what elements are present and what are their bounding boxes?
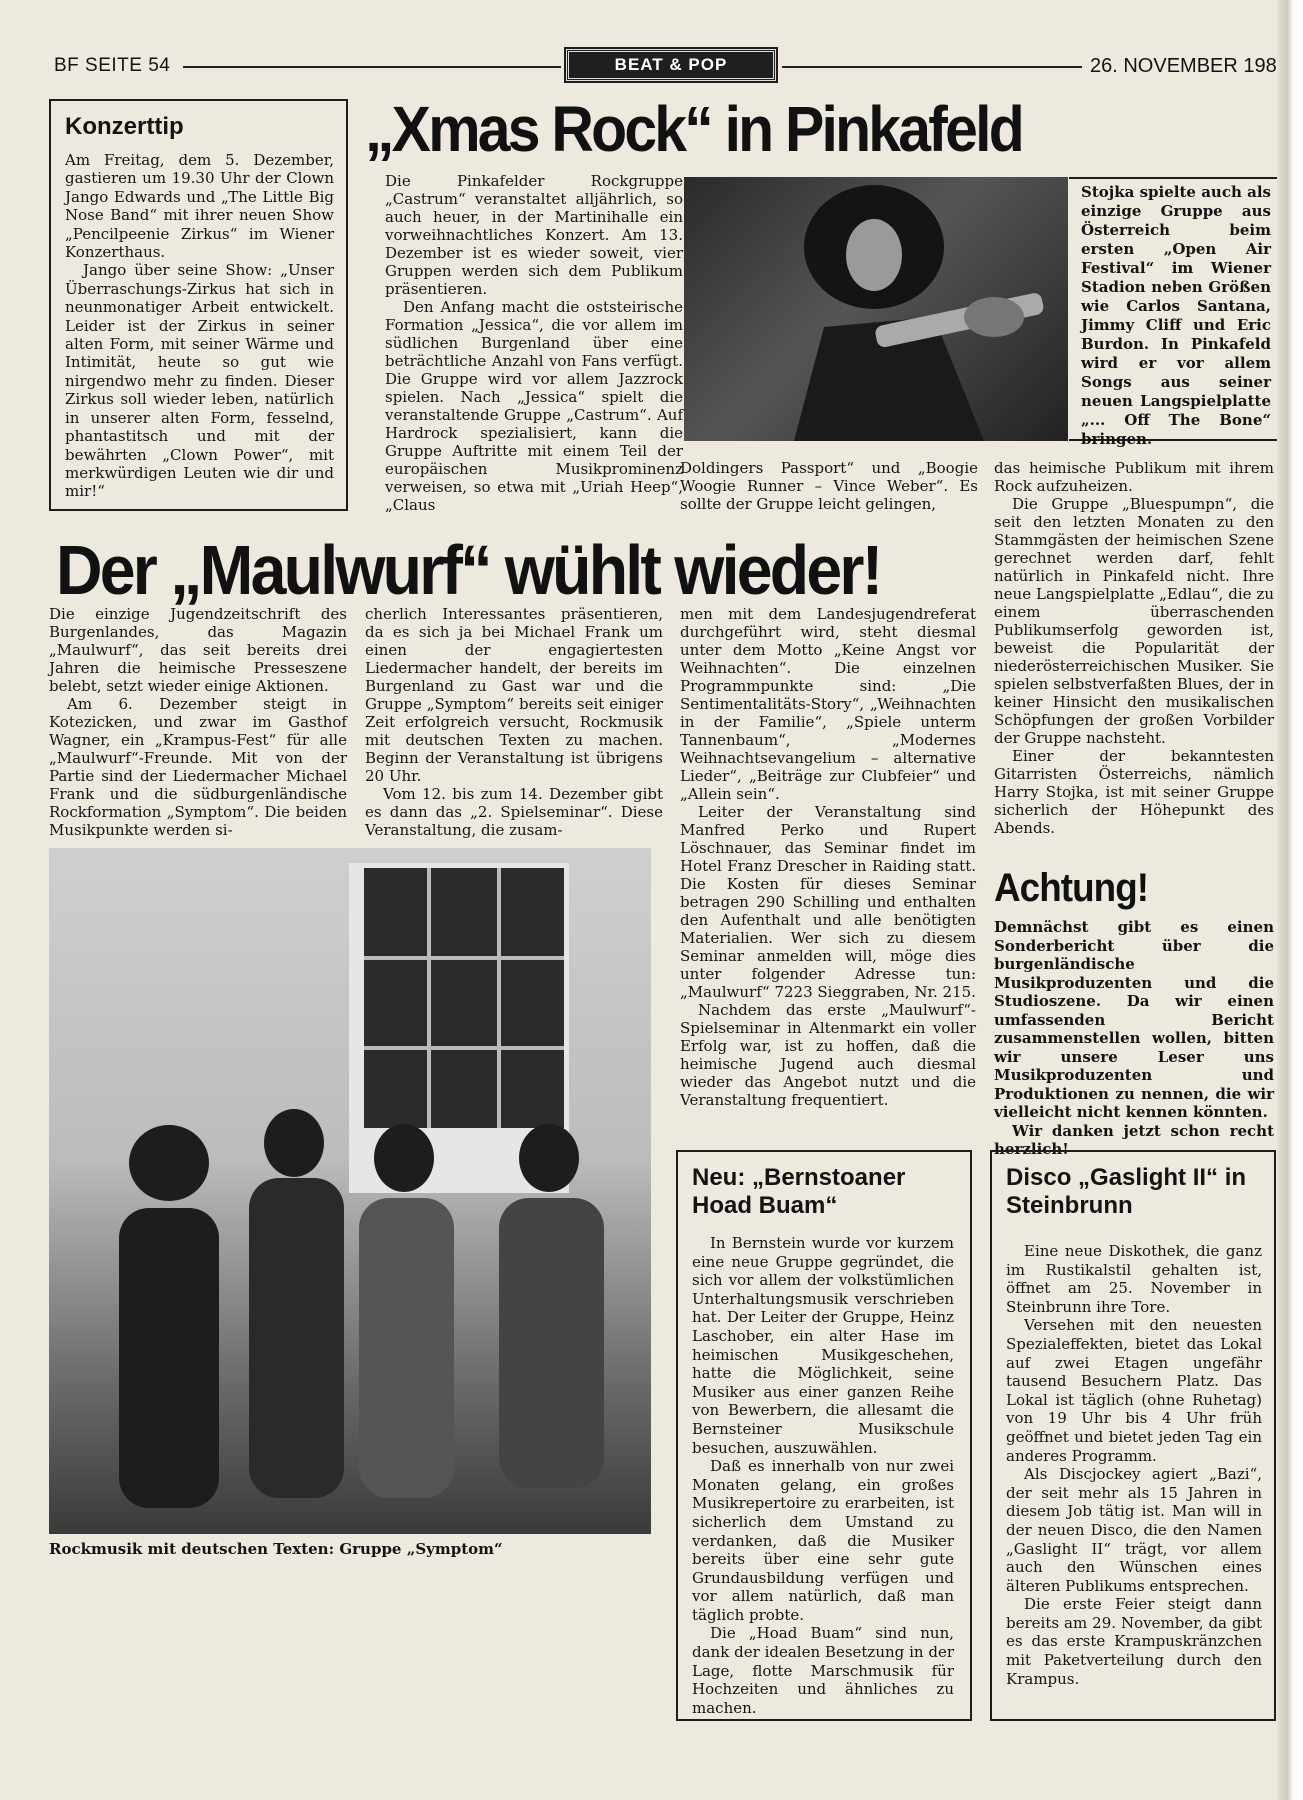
maulwurf-paragraph: men mit dem Landesjugendreferat durchgeführt wird, steht diesmal unter dem Motto „Keine Angst vor Weihnachten“. Die einzelnen Programmpunkte sind: „Die Sentimentalitäts-Story“, „Weihnachten in der Familie“, „Spiele unterm Tannenbaum“, „Modernes Weihnachtsevangelium – alternative Lieder“, „Beiträge zur Clubfeier“ und „Allein sein“.	[680, 605, 976, 803]
maulwurf-paragraph: Vom 12. bis zum 14. Dezember gibt es dann das „2. Spielseminar“. Diese Veranstaltung, die zusam-	[365, 785, 663, 839]
maulwurf-paragraph: Leiter der Veranstaltung sind Manfred Perko und Rupert Löschnauer, das Seminar findet im Hotel Franz Drescher in Raiding statt. Die Kosten für dieses Seminar betragen 290 Schilling und enthalten den Aufenthalt und alle benötigten Materialien. Wer sich zu diesem Seminar anmelden will, möge dies unter folgender Adresse tun: „Maulwurf“ 7223 Sieggraben, Nr. 215.	[680, 803, 976, 1001]
group-symptom-photo	[49, 848, 651, 1534]
xmas-paragraph: Doldingers Passport“ und „Boogie Woogie Runner – Vince Weber“. Es sollte der Gruppe leicht gelingen,	[680, 459, 978, 513]
bernstoaner-paragraph: Daß es innerhalb von nur zwei Monaten gelang, ein großes Musikrepertoire zu erarbeiten, ist sicherlich dem Umstand zu verdanken, daß die Musiker bereits über eine sehr gute Grundausbildung verfügen und vor allem natürlich, daß man täglich probte.	[692, 1457, 954, 1624]
xmas-paragraph: Die Gruppe „Bluespumpn“, die seit den letzten Monaten zu den Stammgästen der heimischen Szene gerechnet werden darf, fehlt natürlich in Pinkafeld nicht. Ihre neue Langspielplatte „Edlau“, die zu einem überraschenden Publikumserfolg geworden ist, beweist die Popularität der niederösterreichischen Musiker. Sie spielen selbstverfaßten Blues, der in keiner Hinsicht den musikalischen Schöpfungen der großen Vorbilder der Gruppe nachsteht.	[994, 495, 1274, 747]
gaslight-paragraph: Als Discjockey agiert „Bazi“, der seit mehr als 15 Jahren in diesem Job tätig ist. Man will in der neuen Disco, die den Namen „Gaslight II“ trägt, vor allem auch den Wünschen eines älteren Publikums entsprechen.	[1006, 1465, 1262, 1595]
guitarist-photo	[684, 177, 1068, 441]
achtung-headline: Achtung!	[994, 866, 1149, 910]
maulwurf-paragraph: Nachdem das erste „Maulwurf“-Spielseminar in Altenmarkt ein voller Erfolg war, ist zu hoffen, daß die heimische Jugend auch diesmal wieder das Angebot nutzt und die Veranstaltung frequentiert.	[680, 1001, 976, 1109]
gaslight-title: Disco „Gaslight II“ in Steinbrunn	[1006, 1164, 1247, 1219]
achtung-paragraph: Demnächst gibt es einen Sonderbericht über die burgenländische Musikproduzenten und die Studioszene. Da wir einen umfassenden Bericht zusammenstellen wollen, bitten wir unsere Leser uns Musikproduzenten und Produktionen zu nennen, die wir vielleicht nicht kennen könnten.	[994, 918, 1274, 1121]
gaslight-paragraph: Die erste Feier steigt dann bereits am 29. November, da gibt es das erste Krampuskränzchen mit Paketverteilung durch den Krampus.	[1006, 1595, 1262, 1688]
section-badge: BEAT & POP	[566, 49, 776, 81]
page-label: BF SEITE 54	[54, 55, 171, 76]
xmas-headline: „Xmas Rock“ in Pinkafeld	[365, 93, 1022, 165]
xmas-paragraph: Einer der bekanntesten Gitarristen Österreichs, nämlich Harry Stojka, ist mit seiner Gruppe sicherlich der Höhepunkt des Abends.	[994, 747, 1274, 837]
xmas-column-1	[385, 172, 683, 514]
bernstoaner-box	[676, 1150, 972, 1721]
stojka-sidebar	[1069, 177, 1279, 448]
xmas-column-2	[680, 459, 978, 513]
header-rule-left	[183, 66, 561, 68]
maulwurf-paragraph: Am 6. Dezember steigt in Kotezicken, und zwar im Gasthof Wagner, ein „Krampus-Fest“ für alle „Maulwurf“-Freunde. Mit von der Partie sind der Liedermacher Michael Frank und die südburgenländische Rockformation „Symptom“. Die beiden Musikpunkte werden si-	[49, 695, 347, 839]
group-photo-image	[49, 848, 651, 1534]
achtung-text	[994, 918, 1274, 1159]
maulwurf-column-1	[49, 605, 347, 839]
konzerttip-paragraph: Am Freitag, dem 5. Dezember, gastieren um 19.30 Uhr der Clown Jango Edwards und „The Little Big Nose Band“ mit ihrer neuen Show „Pencilpeenie Zirkus“ im Wiener Konzerthaus.	[65, 151, 334, 262]
gaslight-box	[990, 1150, 1276, 1721]
header-rule-right	[782, 66, 1082, 68]
guitarist-photo-image	[684, 177, 1068, 441]
bernstoaner-paragraph: In Bernstein wurde vor kurzem eine neue Gruppe gegründet, die sich vor allem der volkstümlichen Unterhaltungsmusik verschrieben hat. Der Leiter der Gruppe, Heinz Laschober, ein alter Hase im heimischen Musikgeschehen, hatte die Möglichkeit, seine Musiker aus einer ganzen Reihe von Bewerbern, die allesamt die Bernsteiner Musikschule besuchen, auszuwählen.	[692, 1234, 954, 1457]
page-fold-shadow	[1277, 0, 1303, 1800]
bernstoaner-text	[692, 1234, 954, 1717]
maulwurf-headline: Der „Maulwurf“ wühlt wieder!	[56, 531, 881, 609]
stojka-sidebar-text: Stojka spielte auch als einzige Gruppe aus Österreich beim ersten „Open Air Festival“ im Wiener Stadion neben Größen wie Carlos Santana, Jimmy Cliff und Eric Burdon. In Pinkafeld wird er vor allem Songs aus seiner neuen Langspielplatte „... Off The Bone“ bringen.	[1081, 183, 1271, 448]
maulwurf-column-3	[680, 605, 976, 1109]
maulwurf-column-2	[365, 605, 663, 839]
gaslight-paragraph: Versehen mit den neuesten Spezialeffekten, bietet das Lokal auf zwei Etagen ungefähr tausend Besuchern Platz. Das Lokal ist täglich (ohne Ruhetag) von 19 Uhr bis 4 Uhr früh geöffnet und bietet jeden Tag ein anderes Programm.	[1006, 1316, 1262, 1465]
bernstoaner-paragraph: Die „Hoad Buam“ sind nun, dank der idealen Besetzung in der Lage, flotte Marschmusik für Hochzeiten und ähnliches zu machen.	[692, 1624, 954, 1717]
bernstoaner-title: Neu: „Bernstoaner Hoad Buam“	[692, 1164, 906, 1219]
issue-date: 26. NOVEMBER 198	[1090, 55, 1277, 77]
konzerttip-paragraph: Jango über seine Show: „Unser Überraschungs-Zirkus hat sich in neunmonatiger Arbeit entwickelt. Leider ist der Zirkus in seiner alten Form, mit seiner Wärme und Intimität, heute so gut wie nirgendwo mehr zu finden. Dieser Zirkus soll wieder leben, natürlich in unserer alten Form, fesselnd, phantastitsch und mit der bewährten „Clown Power“, mit merkwürdigen Leuten wie dir und mir!“	[65, 261, 334, 501]
achtung-paragraph: Wir danken jetzt schon recht herzlich!	[994, 1121, 1274, 1158]
konzerttip-title: Konzerttip	[65, 113, 184, 140]
xmas-paragraph: Den Anfang macht die oststeirische Formation „Jessica“, die vor allem im südlichen Burgenland über eine beträchtliche Anzahl von Fans verfügt. Die Gruppe wird vor allem Jazzrock spielen. Nach „Jessica“ spielt die veranstaltende Gruppe „Castrum“. Auf Hardrock spezialisiert, kann die Gruppe Auftritte mit einem Teil der europäischen Musikprominenz verweisen, so etwa mit „Uriah Heep“, „Claus	[385, 298, 683, 514]
xmas-column-3	[994, 459, 1274, 837]
group-photo-caption: Rockmusik mit deutschen Texten: Gruppe „Symptom“	[49, 1540, 503, 1558]
xmas-paragraph: Die Pinkafelder Rockgruppe „Castrum“ veranstaltet alljährlich, so auch heuer, in der Martinihalle ein vorweihnachtliches Konzert. Am 13. Dezember ist es wieder soweit, vier Gruppen werden sich dem Publikum präsentieren.	[385, 172, 683, 298]
xmas-paragraph: das heimische Publikum mit ihrem Rock aufzuheizen.	[994, 459, 1274, 495]
konzerttip-text	[65, 151, 334, 501]
maulwurf-paragraph: Die einzige Jugendzeitschrift des Burgenlandes, das Magazin „Maulwurf“, das seit bereits drei Jahren die heimische Presseszene belebt, setzt wieder einige Aktionen.	[49, 605, 347, 695]
gaslight-text	[1006, 1242, 1262, 1688]
maulwurf-paragraph: cherlich Interessantes präsentieren, da es sich ja bei Michael Frank um einen der engagiertesten Liedermacher handelt, der bereits im Burgenland zu Gast war und die Gruppe „Symptom“ bereits seit einiger Zeit erfolgreich versucht, Rockmusik mit deutschen Texten zu machen. Beginn der Veranstaltung ist übrigens 20 Uhr.	[365, 605, 663, 785]
gaslight-paragraph: Eine neue Diskothek, die ganz im Rustikalstil gehalten ist, öffnet am 25. November in Steinbrunn ihre Tore.	[1006, 1242, 1262, 1316]
konzerttip-box	[49, 99, 348, 511]
